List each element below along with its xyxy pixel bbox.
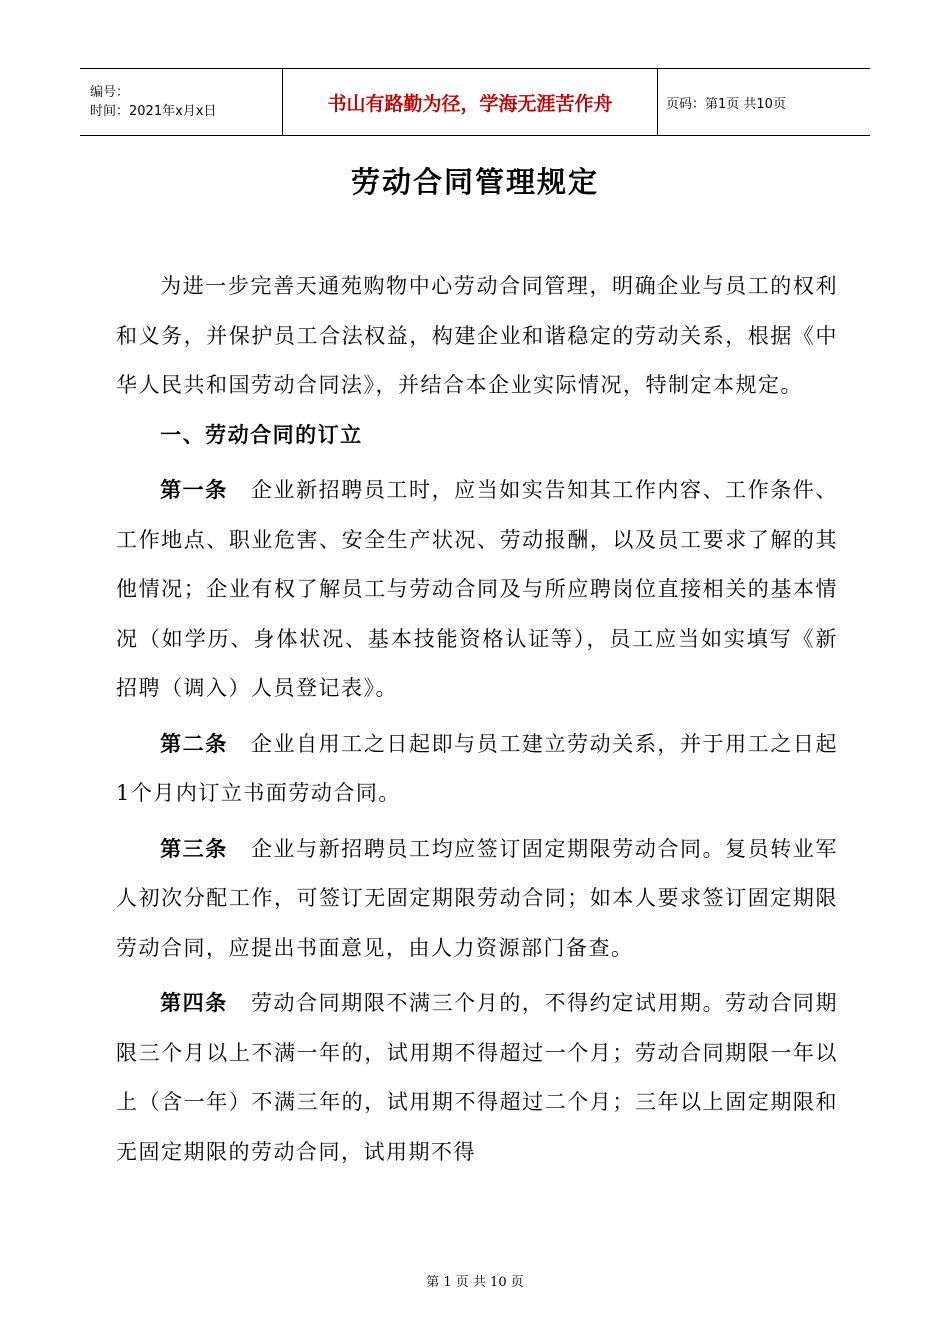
document-title: 劳动合同管理规定: [350, 165, 599, 199]
header-meta: [80, 69, 282, 135]
article-paragraph: [116, 825, 838, 974]
section-heading: 一、劳动合同的订立: [160, 422, 363, 447]
article-label: 第一条: [160, 478, 228, 502]
article-paragraph: [116, 720, 838, 819]
article-label: 第二条: [160, 731, 228, 756]
page-header: [80, 68, 870, 136]
document-body: [116, 262, 838, 1177]
article-text: 企业与新招聘员工均应签订固定期限劳动合同。复员转业军人初次分配工作，可签订无固定期限劳动合同；如本人要求签订固定期限劳动合同，应提出书面意见，由人力资源部门备查。: [116, 836, 838, 960]
document-number-label: 编号：: [90, 85, 130, 100]
header-page-info: 页码：第1页 共10页: [666, 96, 786, 112]
article-text: 劳动合同期限不满三个月的，不得约定试用期。劳动合同期限三个月以上不满一年的，试用期不得超过一个月；劳动合同期限一年以上（含一年）不满三年的，试用期不得超过二个月；三年以上固定期限和无固定期限的劳动合同，试用期不得: [116, 991, 838, 1164]
article-text: 企业新招聘员工时，应当如实告知其工作内容、工作条件、工作地点、职业危害、安全生产状况、劳动报酬，以及员工要求了解的其他情况；企业有权了解员工与劳动合同及与所应聘岗位直接相关的基本情况（如学历、身体状况、基本技能资格认证等），员工应当如实填写《新招聘（调入）人员登记表》。: [116, 478, 838, 700]
article-paragraph: [116, 979, 838, 1177]
page-footer: 第 1 页 共 10 页: [426, 1275, 524, 1290]
article-text: 企业自用工之日起即与员工建立劳动关系，并于用工之日起1个月内订立书面劳动合同。: [116, 731, 838, 805]
article-paragraph: [116, 466, 838, 714]
intro-paragraph: 为进一步完善天通苑购物中心劳动合同管理，明确企业与员工的权利和义务，并保护员工合法权益，构建企业和谐稳定的劳动关系，根据《中华人民共和国劳动合同法》，并结合本企业实际情况，特制定本规定。: [116, 274, 838, 397]
document-date: 时间：2021年x月x日: [90, 104, 217, 119]
header-motto: 书山有路勤为径，学海无涯苦作舟: [282, 69, 658, 135]
article-label: 第三条: [160, 836, 228, 861]
article-label: 第四条: [160, 991, 228, 1015]
